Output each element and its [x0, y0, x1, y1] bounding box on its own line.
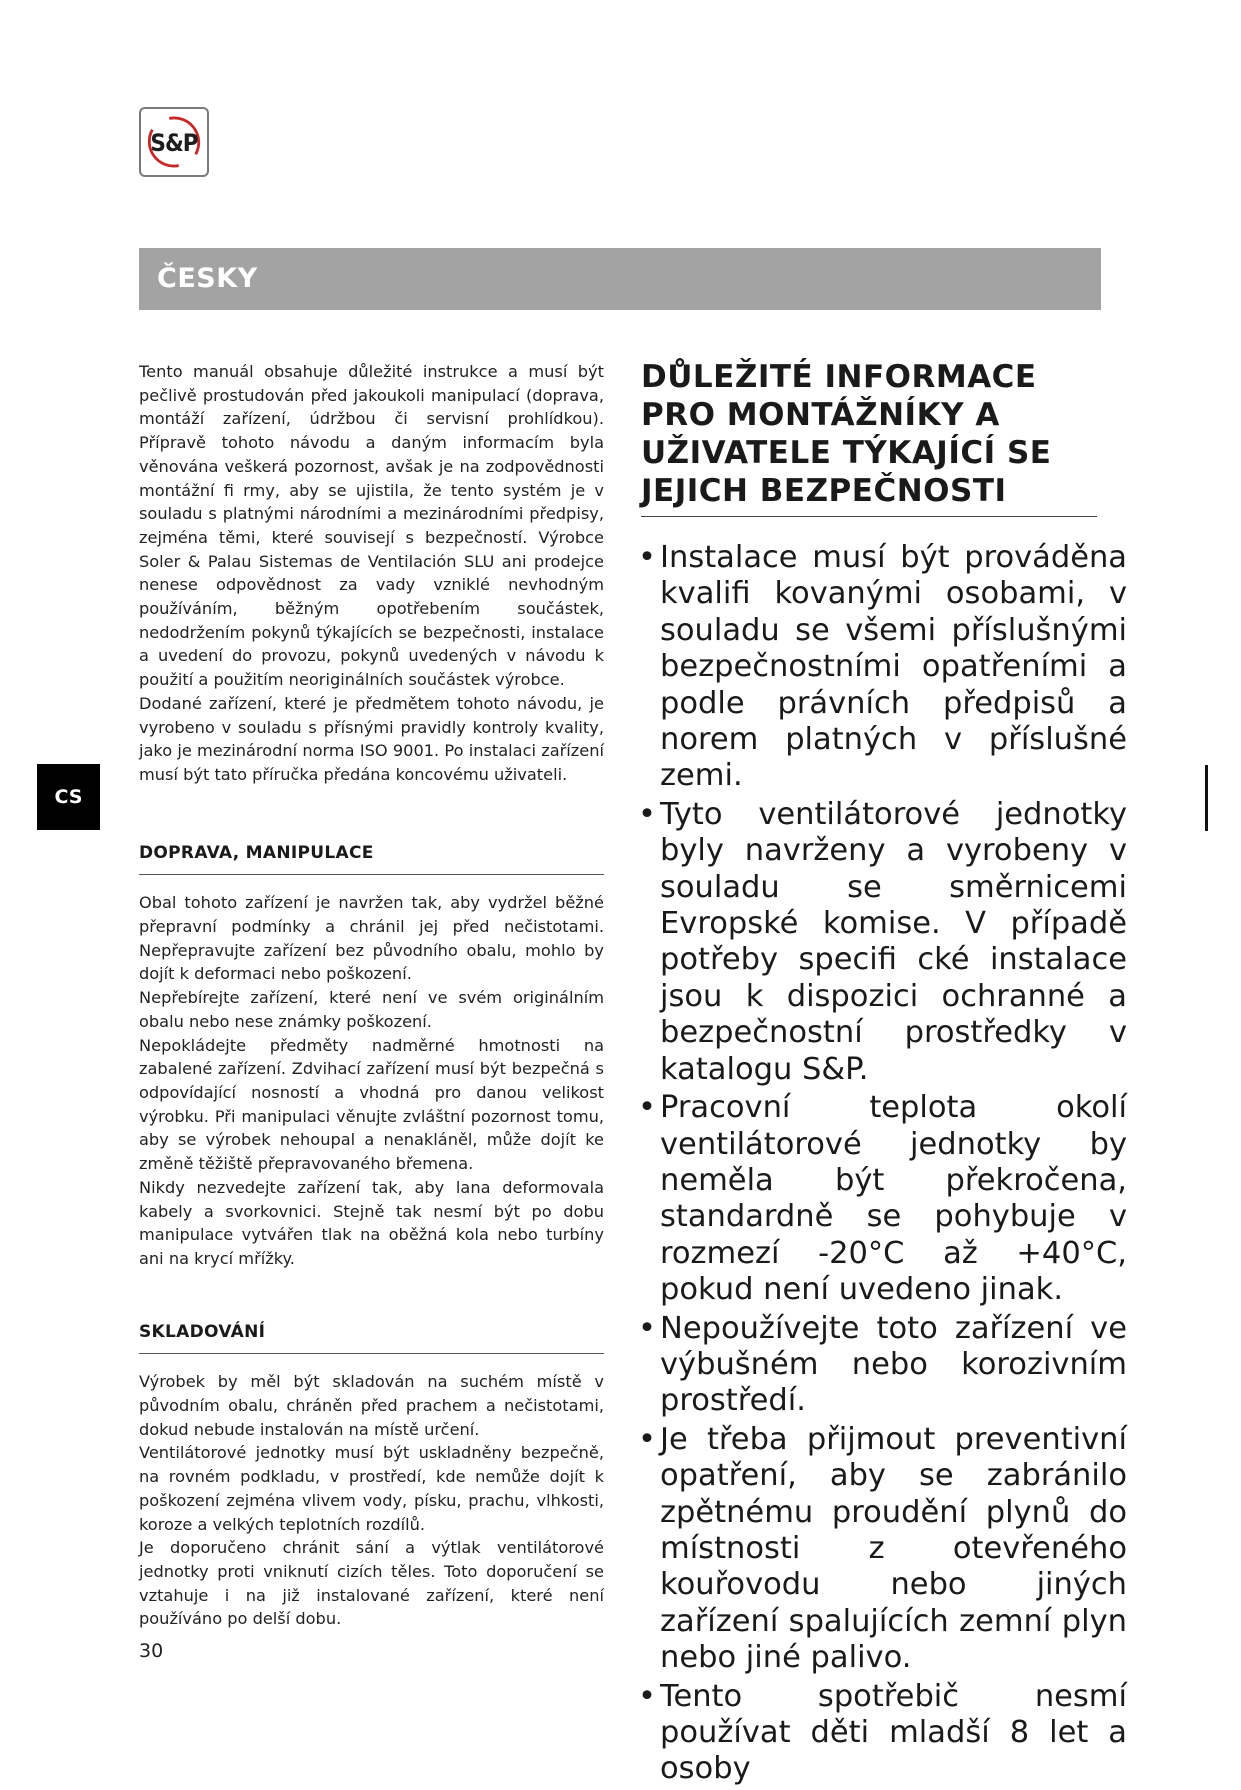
safety-title: DŮLEŽITÉ INFORMACE PRO MONTÁŽNÍKY A UŽIVATELE TÝKAJÍCÍ SE JEJICH BEZPEČNOSTI — [641, 358, 1097, 517]
page-number: 30 — [139, 1640, 164, 1662]
right-column — [638, 358, 1127, 1790]
storage-paragraph: Ventilátorové jednotky musí být uskladněny bezpečně, na rovném podkladu, v prostředí, kde nemůže dojít k poškození zejména vlivem vody, písku, prachu, vlhkosti, koroze a velkých teplotních rozdílů. — [139, 1443, 604, 1534]
safety-item — [638, 1090, 1127, 1308]
safety-list — [638, 540, 1127, 1788]
storage-paragraph: Je doporučeno chránit sání a výtlak ventilátorové jednotky proti vniknutí cizích těles. Toto doporučení se vztahuje i na již instalované zařízení, které není používáno po delší dobu. — [139, 1538, 604, 1629]
brand-logo — [139, 107, 209, 177]
bullet-icon: • — [638, 1678, 656, 1714]
intro-section — [139, 360, 604, 787]
bullet-icon: • — [638, 540, 656, 575]
transport-paragraph: Nepokládejte předměty nadměrné hmotnosti na zabalené zařízení. Zdvihací zařízení musí být bezpečná s odpovídající nosností a vhodná pro danou velikost výrobku. Při manipulaci věnujte zvláštní pozornost tomu, aby se výrobek nehoupal a nenakláněl, může dojít ke změně těžiště přepravovaného břemena. — [139, 1035, 604, 1174]
page-edge-marker — [1205, 765, 1208, 831]
transport-heading: DOPRAVA, MANIPULACE — [139, 842, 604, 876]
transport-paragraph: Obal tohoto zařízení je navržen tak, aby vydržel běžné přepravní podmínky a chránil jej před nečistotami. Nepřepravujte zařízení bez původního obalu, mohlo by dojít k deformaci nebo poškození. — [139, 893, 604, 984]
safety-item — [638, 540, 1127, 795]
safety-item — [638, 1310, 1127, 1420]
transport-paragraph: Nepřebírejte zařízení, které není ve svém originálním obalu nebo nese známky poškození. — [139, 988, 604, 1031]
safety-item-text: Pracovní teplota okolí ventilátorové jednotky by neměla být překročena, standardně se pohybuje v rozmezí -20°C až +40°C, pokud není uvedeno jinak. — [660, 1090, 1127, 1308]
safety-item — [638, 1678, 1127, 1788]
logo-text: S&P — [150, 129, 198, 157]
transport-section — [139, 891, 604, 1270]
language-title: ČESKY — [157, 263, 258, 294]
language-side-tab: CS — [37, 764, 100, 830]
safety-item-text: Je třeba přijmout preventivní opatření, aby se zabránilo zpětnému proudění plynů do místnosti z otevřeného kouřovodu nebo jiných zařízení spalujících zemní plyn nebo jiné palivo. — [660, 1421, 1127, 1676]
bullet-icon: • — [638, 1421, 656, 1457]
storage-heading: SKLADOVÁNÍ — [139, 1321, 604, 1355]
storage-paragraph: Výrobek by měl být skladován na suchém místě v původním obalu, chráněn před prachem a nečistotami, dokud nebude instalován na místě určení. — [139, 1372, 604, 1439]
safety-item-text: Tyto ventilátorové jednotky byly navrženy a vyrobeny v souladu se směrnicemi Evropské komise. V případě potřeby specifi cké instalace jsou k dispozici ochranné a bezpečnostní prostředky v katalogu S&P. — [660, 796, 1127, 1087]
safety-item-text: Nepoužívejte toto zařízení ve výbušném nebo korozivním prostředí. — [660, 1310, 1127, 1419]
bullet-icon: • — [638, 796, 656, 832]
intro-paragraph: Tento manuál obsahuje důležité instrukce a musí být pečlivě prostudován před jakoukoli manipulací (doprava, montáží zařízení, údržbou či servisní prohlídkou). Přípravě tohoto návodu a daným informacím byla věnována veškerá pozornost, avšak je na zodpovědnosti montážní fi rmy, aby se ujistila, že tento systém je v souladu s platnými národními a mezinárodními předpisy, zejména těmi, které souvisejí s bezpečností. Výrobce Soler & Palau Sistemas de Ventilación SLU ani prodejce nenese odpovědnost za vady vzniklé nevhodným používáním, běžným opotřebením součástek, nedodržením pokynů týkajících se bezpečnosti, instalace a uvedení do provozu, pokynů uvedených v návodu k použití a použitím neoriginálních součástek výrobce. — [139, 362, 604, 690]
intro-paragraph: Dodané zařízení, které je předmětem tohoto návodu, je vyrobeno v souladu s přísnými pravidly kontroly kvality, jako je mezinárodní norma ISO 9001. Po instalaci zařízení musí být tato příručka předána koncovému uživateli. — [139, 693, 604, 784]
language-bar — [139, 248, 1101, 310]
left-column — [139, 360, 604, 1631]
transport-paragraph: Nikdy nezvedejte zařízení tak, aby lana deformovala kabely a svorkovnici. Stejně tak nesmí být po dobu manipulace vytvářen tlak na oběžná kola nebo turbíny ani na krycí mřížky. — [139, 1177, 604, 1268]
bullet-icon: • — [638, 1310, 656, 1346]
safety-item — [638, 1421, 1127, 1677]
safety-item — [638, 796, 1127, 1088]
safety-item-text: Instalace musí být prováděna kvalifi kovanými osobami, v souladu se všemi příslušnými bezpečnostními opatřeními a podle právních předpisů a norem platných v příslušné zemi. — [660, 540, 1127, 794]
bullet-icon: • — [638, 1090, 656, 1126]
safety-item-text: Tento spotřebič nesmí používat děti mladší 8 let a osoby — [660, 1678, 1127, 1787]
storage-section — [139, 1370, 604, 1631]
